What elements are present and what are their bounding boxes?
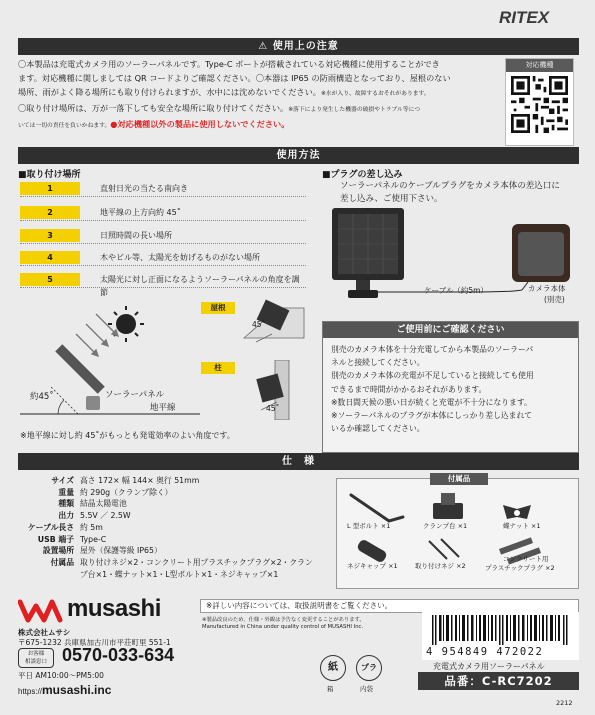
recycle-label: 内袋 (360, 685, 373, 693)
solar-panel-icon (332, 208, 404, 298)
pillar-tag: 柱 (201, 362, 235, 374)
spec-row (18, 475, 328, 487)
location-number: 2 (20, 206, 80, 219)
spec-row (18, 545, 328, 557)
spec-key: サイズ (51, 476, 74, 485)
screw-icon (429, 539, 459, 559)
angle-label: 約45˚ (30, 392, 54, 402)
accessory-label: 取り付けネジ ×2 (415, 562, 466, 570)
spec-value: 取り付けネジ×2・コンクリート用プラスチックプラグ×2・クラン (80, 557, 313, 567)
notice-line: ます。対応機種に関しましては QR コードよりご確認ください。〇本器は IP65 の防雨構造となっており、屋根のない (18, 72, 451, 83)
spec-value: 高さ 172× 幅 144× 奥行 51mm (80, 476, 200, 485)
spec-row (18, 522, 328, 534)
divider (20, 220, 306, 221)
location-number: 1 (20, 182, 80, 195)
notice-title-bar: ⚠ 使用上の注意 (18, 38, 579, 55)
qr-title: 対応機種 (506, 59, 573, 72)
location-row (20, 271, 306, 297)
spec-key (18, 569, 80, 581)
url-prefix: https:// (18, 687, 43, 696)
check-line: ※ソーラーパネルのプラグが本体にしっかり差し込まれて (331, 411, 533, 421)
divider (20, 196, 306, 197)
plug-title: ■プラグの差し込み (322, 170, 403, 180)
company-name: 株式会社ムサシ (18, 628, 71, 637)
url-domain: musashi.inc (42, 683, 112, 697)
location-number: 4 (20, 251, 80, 264)
print-code: 2212 (556, 699, 573, 707)
spec-key: USB 端子 (37, 534, 74, 544)
location-text: 直射日光の当たる南向き (100, 184, 188, 193)
barcode-box (422, 612, 579, 660)
pillar-deg-label: 45˚ (266, 404, 280, 413)
notice-line: 場所、雨がよく降る場所にも取り付けられますが、水中には沈めないでください。 (18, 86, 321, 97)
plug-text-line: ソーラーパネルのケーブルプラグをカメラ本体の差込口に (340, 181, 560, 191)
made-line: Manufactured in China under quality control of MUSASHI Inc. (202, 624, 364, 630)
accessory-label: L 型ボルト ×1 (347, 522, 391, 530)
location-text: 地平線の上方向約 45˚ (100, 208, 181, 217)
check-line: 別売のカメラ本体の充電が不足していると接続しても使用 (331, 371, 534, 381)
location-number: 3 (20, 229, 80, 242)
spec-row (18, 510, 328, 522)
check-line: ※数日間天候の悪い日が続くと充電が不十分になります。 (331, 397, 532, 407)
spec-value: 屋外（保護等級 IP65） (80, 546, 162, 556)
check-text (331, 343, 575, 435)
usage-title-bar: 使用方法 (18, 147, 579, 164)
manual-notice: ※詳しい内容については、取扱説明書をご覧ください。 (200, 599, 579, 613)
horizon-label: 地平線 (150, 403, 176, 413)
musashi-logo-icon (18, 598, 64, 624)
notice-warning-red: ●対応機種以外の製品に使用しないでください。 (110, 118, 290, 129)
spec-value: 5.5V ／ 2.5W (80, 511, 131, 521)
accessory-label: ネジキャップ ×1 (347, 562, 398, 570)
location-row (20, 204, 306, 221)
notice-small: ※水が入り、故障するおそれがあります。 (320, 90, 430, 97)
recycle-label: 箱 (327, 685, 334, 693)
check-line: ネルと接続してください。 (331, 358, 425, 368)
camera-label-sub: (別売) (544, 295, 565, 304)
accessory-label: コンクリート用 (503, 555, 549, 563)
spec-key: 設置場所 (42, 546, 74, 556)
barcode-icon (432, 615, 572, 645)
check-line: できるまで時間がかかるおそれがあります。 (331, 384, 487, 394)
company-logo-text: musashi (67, 595, 161, 622)
support-hours: 平日 AM10:00〜PM5:00 (18, 671, 104, 680)
check-line: いるか確認してください。 (331, 424, 425, 434)
product-code: 品番：C-RC7202 (418, 672, 579, 690)
spec-row (18, 534, 328, 546)
l-bolt-icon (351, 495, 403, 521)
notice-line: 〇本製品は充電式カメラ用のソーラーパネルです。Type-C ポートが搭載されている対応機種に使用することができ (18, 59, 440, 69)
location-text: 日照時間の長い場所 (100, 231, 172, 240)
plug-text-line: 差し込み、ご使用下さい。 (340, 194, 443, 204)
spec-row (18, 569, 328, 581)
roof-mount-illustration (238, 298, 306, 358)
divider (20, 265, 306, 266)
made-line: ※製品改良のため、仕様・外観は予告なく変更することがあります。 (202, 617, 365, 623)
location-text: 太陽光に対し正面になるようソーラーパネルの角度を調節 (100, 275, 300, 297)
notice-small: ※落下により発生した機器の破損やトラブル等につ (288, 106, 421, 113)
qr-code-icon[interactable] (511, 76, 568, 133)
spec-row (18, 487, 328, 499)
spec-value: 結晶太陽電池 (80, 499, 127, 509)
accessories-title: 付属品 (430, 473, 488, 485)
accessory-label: クランプ台 ×1 (423, 522, 468, 530)
wing-nut-icon (503, 505, 531, 519)
mount-title: ■取り付け場所 (18, 170, 81, 180)
camera-label: カメラ本体 (528, 284, 566, 293)
accessory-label: プラスチックプラグ ×2 (485, 564, 555, 572)
support-badge-line: お客様 (27, 651, 45, 657)
check-line: 別売のカメラ本体を十分充電してから本製品のソーラーパ (331, 345, 534, 354)
spec-value: プ台×1・蝶ナット×1・L型ボルト×1・ネジキャップ×1 (80, 569, 279, 579)
accessory-label: 蝶ナット ×1 (503, 522, 541, 530)
location-row (20, 180, 306, 197)
divider (20, 287, 306, 288)
location-row (20, 249, 306, 266)
notice-text (18, 58, 496, 134)
product-name: 充電式カメラ用ソーラーパネル (433, 662, 545, 671)
spec-value: 約 290g（クランプ除く） (80, 487, 173, 497)
spec-row (18, 557, 328, 569)
panel-label: ソーラーパネル (105, 390, 165, 400)
spec-key: ケーブル長さ (27, 522, 74, 532)
barcode-number: 4 954849 472022 (426, 646, 544, 658)
check-box (322, 321, 579, 453)
spec-row (18, 498, 328, 510)
support-badge-line: 相談窓口 (24, 659, 47, 665)
camera-icon (512, 224, 570, 282)
angle-footnote: ※地平線に対し約 45˚がもっとも発電効率のよい角度です。 (20, 431, 235, 440)
support-badge (18, 648, 54, 668)
spec-key: 重量 (58, 487, 74, 497)
roof-deg-label: 45˚ (252, 320, 266, 329)
made-in-note (202, 617, 422, 631)
spec-key: 付属品 (50, 557, 74, 567)
spec-value: Type-C (80, 534, 107, 544)
cable-label: ケーブル（約5m） (424, 286, 488, 295)
spec-key: 出力 (58, 511, 74, 521)
pillar-mount-illustration (255, 360, 315, 420)
company-url[interactable] (18, 681, 111, 699)
spec-key: 種類 (58, 499, 74, 509)
roof-tag: 屋根 (201, 302, 235, 314)
spec-title-bar: 仕 様 (18, 453, 579, 470)
support-phone[interactable]: 0570-033-634 (62, 645, 175, 665)
divider (20, 243, 306, 244)
screw-cap-icon (356, 538, 388, 563)
location-row (20, 227, 306, 244)
check-title: ご使用前にご確認ください (323, 322, 578, 338)
paper-recycle-icon: 紙 (320, 655, 346, 681)
sun-icon (108, 306, 144, 342)
notice-line: いては一切の責任を負いかねます。 (18, 122, 111, 129)
plastic-recycle-icon: プラ (356, 655, 382, 681)
clamp-icon (433, 493, 463, 519)
location-number: 5 (20, 273, 80, 286)
accessories-box (336, 474, 579, 589)
qr-code-box (505, 58, 574, 146)
spec-table (18, 475, 328, 580)
spec-value: 約 5m (80, 522, 103, 532)
location-text: 木やビル等、太陽光を妨げるものがない場所 (100, 253, 260, 262)
company-address: 〒675-1232 兵庫県加古川市平荘町里 551-1 (18, 638, 171, 647)
brand-logo: RITEX (499, 8, 550, 27)
notice-line: 〇取り付け場所は、万が一落下しても安全な場所に取り付けてください。 (18, 102, 289, 113)
plug-text (340, 180, 560, 206)
